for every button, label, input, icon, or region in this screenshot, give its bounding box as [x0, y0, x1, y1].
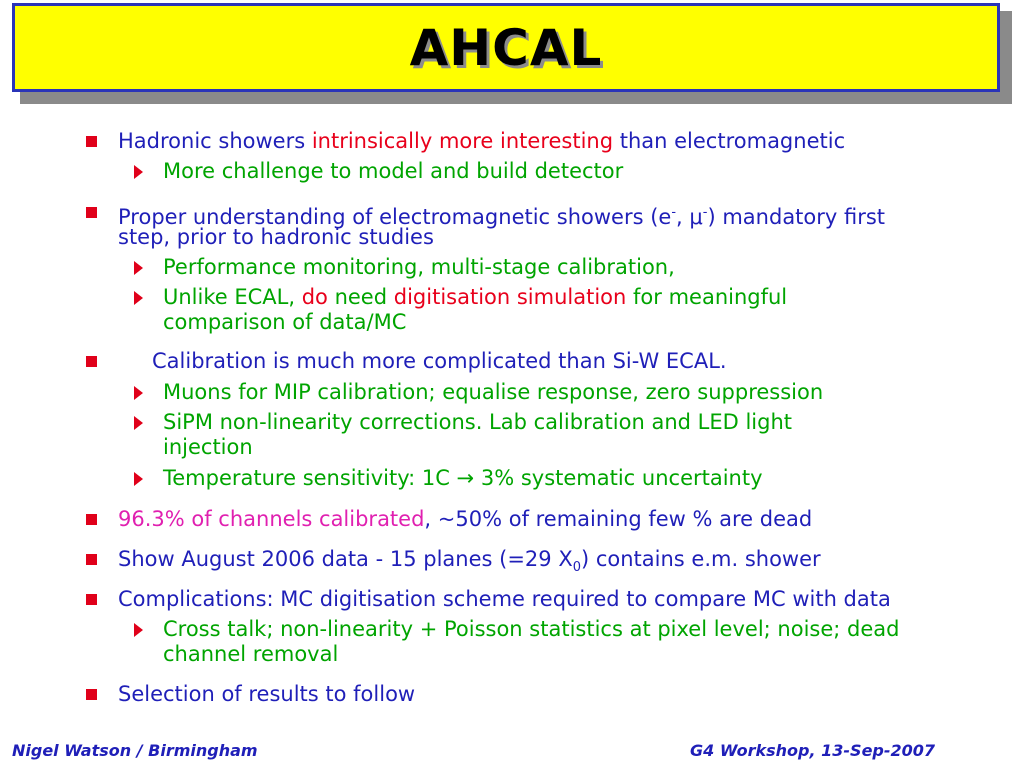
bullet-2-sup-1: - [671, 205, 677, 220]
bullet-2-line-2: step, prior to hadronic studies [118, 225, 434, 249]
bullet-6-sub-1-line-2: channel removal [163, 642, 339, 666]
bullet-4-highlight: 96.3% of channels calibrated [118, 507, 425, 531]
square-bullet-icon [86, 136, 97, 147]
bullet-2-sub-2-mid: need [327, 285, 394, 309]
footer-event: G4 Workshop, 13-Sep-2007 [690, 741, 936, 760]
triangle-bullet-icon [134, 623, 143, 637]
bullet-2-sub-1: Performance monitoring, multi-stage calibration, [163, 255, 675, 279]
bullet-3-label: Calibration is much more complicated than Si-W ECAL. [152, 349, 727, 373]
bullet-2-sup-2: - [702, 205, 708, 220]
square-bullet-icon [86, 356, 97, 367]
bullet-2-sub-2-hl2: digitisation simulation [393, 285, 627, 309]
bullet-2-sub-2-line-2: comparison of data/MC [163, 310, 407, 334]
bullet-2-mid: , [676, 205, 690, 229]
bullet-5-text [118, 547, 821, 580]
triangle-bullet-icon [134, 291, 143, 305]
triangle-bullet-icon [134, 416, 143, 430]
triangle-bullet-icon [134, 386, 143, 400]
square-bullet-icon [86, 514, 97, 525]
bullet-4-text [118, 507, 812, 532]
bullet-6-sub-1: Cross talk; non-linearity + Poisson statistics at pixel level; noise; dead [163, 617, 900, 641]
bullet-2-sub-2 [163, 285, 787, 310]
bullet-3-sub-1: Muons for MIP calibration; equalise response, zero suppression [163, 380, 824, 404]
bullet-5-sub: 0 [572, 560, 581, 576]
bullet-3-sub-2-line-2: injection [163, 435, 253, 459]
square-bullet-icon [86, 594, 97, 605]
bullet-5-post: ) contains e.m. shower [580, 547, 821, 571]
bullet-6-text: Complications: MC digitisation scheme required to compare MC with data [118, 587, 891, 611]
square-bullet-icon [86, 207, 97, 218]
bullet-1-highlight: intrinsically more interesting [311, 129, 614, 153]
bullet-7-text: Selection of results to follow [118, 682, 416, 706]
square-bullet-icon [86, 554, 97, 565]
bullet-3-sub-2: SiPM non-linearity corrections. Lab calibration and LED light [163, 410, 792, 434]
bullet-2-post: ) mandatory first [707, 205, 886, 229]
bullet-2-pre: Proper understanding of electromagnetic showers (e [118, 205, 672, 229]
bullet-2-sub-2-post: for meaningful [626, 285, 788, 309]
triangle-bullet-icon [134, 165, 143, 179]
triangle-bullet-icon [134, 472, 143, 486]
triangle-bullet-icon [134, 261, 143, 275]
square-bullet-icon [86, 689, 97, 700]
bullet-1-pre: Hadronic showers [118, 129, 312, 153]
bullet-5-pre: Show August 2006 data - 15 planes (=29 X [118, 547, 573, 571]
bullet-2-sub-2-pre: Unlike ECAL, [163, 285, 302, 309]
bullet-1-post: than electromagnetic [613, 129, 846, 153]
footer-author: Nigel Watson / Birmingham [12, 741, 258, 760]
bullet-3-text [118, 349, 727, 374]
bullet-2-mu: μ [689, 205, 703, 229]
bullet-4-post: , ~50% of remaining few % are dead [424, 507, 813, 531]
bullet-1-text [118, 129, 845, 154]
bullet-3-sub-3: Temperature sensitivity: 1C → 3% systematic uncertainty [163, 466, 763, 490]
bullet-2-sub-2-hl1: do [301, 285, 328, 309]
bullet-1-sub-1: More challenge to model and build detector [163, 159, 624, 183]
slide-title: AHCAL [409, 18, 603, 77]
